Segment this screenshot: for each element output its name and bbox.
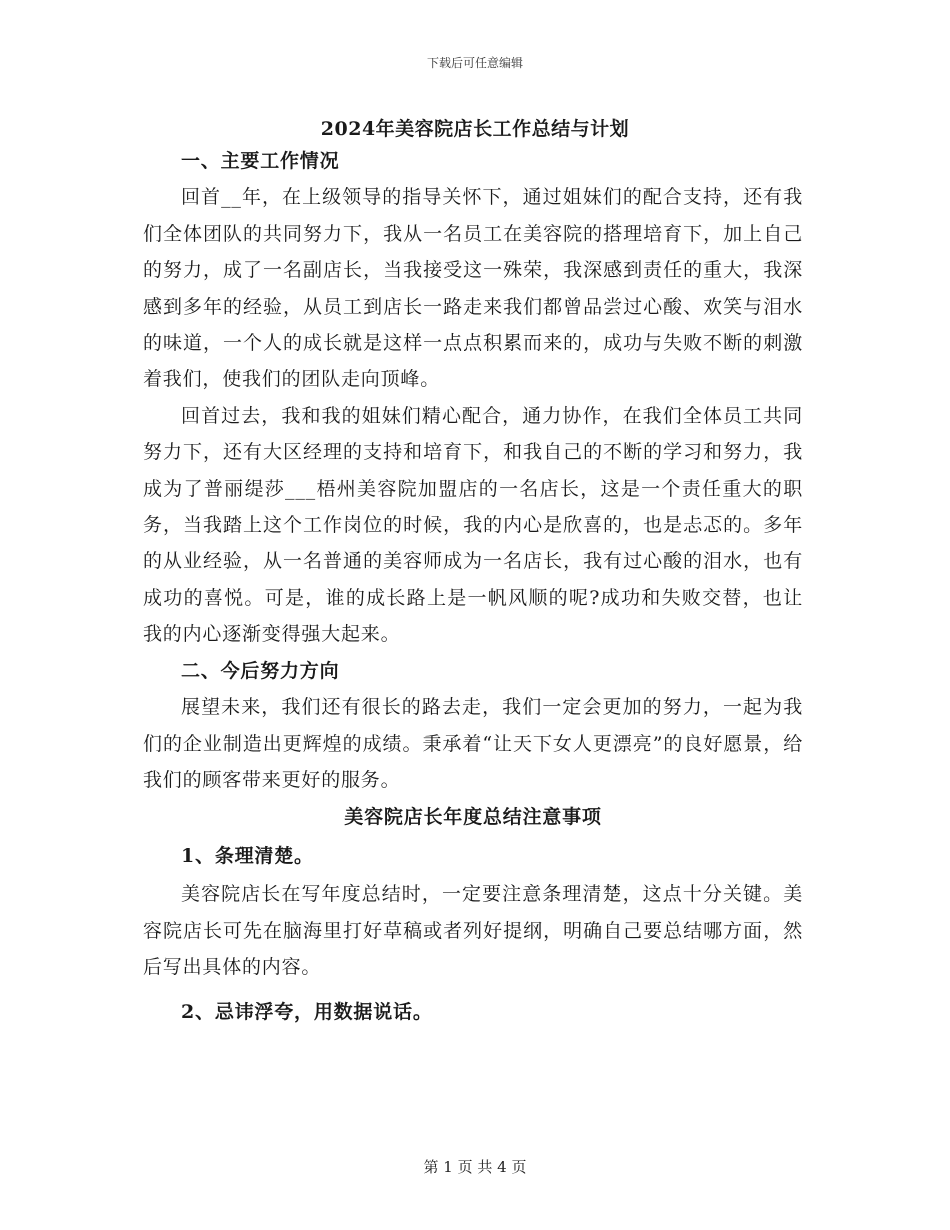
document-body <box>143 143 803 1032</box>
paragraph-review-past: 回首过去，我和我的姐妹们精心配合，通力协作，在我们全体员工共同努力下，还有大区经理的支持和培育下，和我自己的不断的学习和努力，我成为了普丽缇莎___梧州美容院加盟店的一名店长，这是一个责任重大的职务，当我踏上这个工作岗位的时候，我的内心是欣喜的，也是忐忑的。多年的从业经验，从一名普通的美容师成为一名店长，我有过心酸的泪水，也有成功的喜悦。可是，谁的成长路上是一帆风顺的呢?成功和失败交替，也让我的内心逐渐变得强大起来。 <box>143 404 803 646</box>
page-header-note: 下载后可任意编辑 <box>426 56 523 70</box>
note-heading-data: 2、忌讳浮夸，用数据说话。 <box>181 1000 433 1023</box>
section-heading-notes: 美容院店长年度总结注意事项 <box>344 806 602 829</box>
paragraph-clarity: 美容院店长在写年度总结时，一定要注意条理清楚，这点十分关键。美容院店长可先在脑海里打好草稿或者列好提纲，明确自己要总结哪方面，然后写出具体的内容。 <box>143 883 803 979</box>
paragraph-review-year: 回首__年，在上级领导的指导关怀下，通过姐妹们的配合支持，还有我们全体团队的共同努力下，我从一名员工在美容院的搭理培育下，加上自己的努力，成了一名副店长，当我接受这一殊荣，我深感到责任的重大，我深感到多年的经验，从员工到店长一路走来我们都曾品尝过心酸、欢笑与泪水的味道，一个人的成长就是这样一点点积累而来的，成功与失败不断的刺激着我们，使我们的团队走向顶峰。 <box>143 186 803 391</box>
note-heading-clarity: 1、条理清楚。 <box>181 845 314 868</box>
document-title: 2024年美容院店长工作总结与计划 <box>320 118 630 140</box>
section-heading-main-work: 一、主要工作情况 <box>181 150 340 172</box>
paragraph-outlook: 展望未来，我们还有很长的路去走，我们一定会更加的努力，一起为我们的企业制造出更辉煌的成绩。秉承着“让天下女人更漂亮”的良好愿景，给我们的顾客带来更好的服务。 <box>143 696 803 791</box>
page-footer: 第 1 页 共 4 页 <box>423 1158 527 1176</box>
section-heading-future: 二、今后努力方向 <box>181 659 340 682</box>
